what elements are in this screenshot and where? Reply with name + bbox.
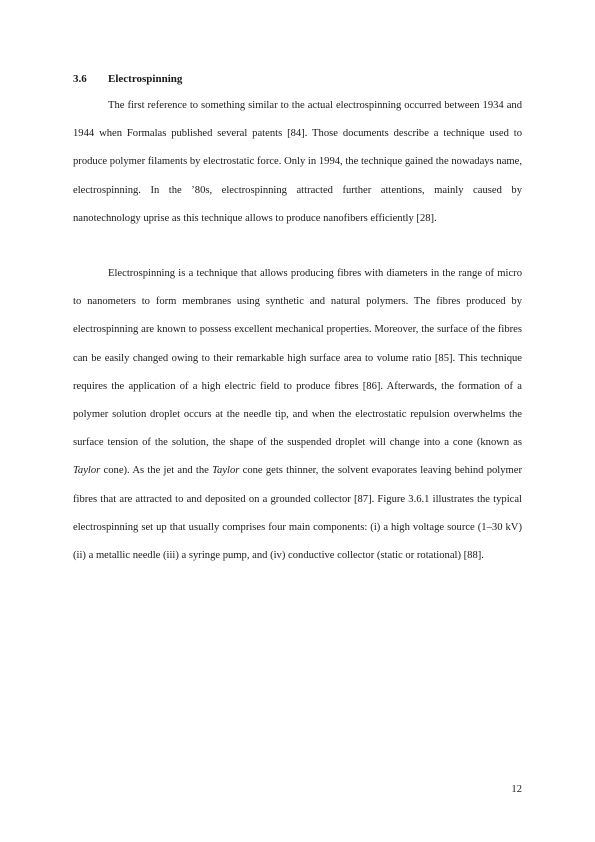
paragraph-technique [73,260,522,570]
paragraph-text: Electrospinning is a technique that allows producing fibres with diameters in the range of micro to nanometers to form membranes using synthetic and natural polymers. The fibres produced by electrospinning are known to possess excellent mechanical properties. Moreover, the surface of the fibres can be easily changed owing to their remarkable high surface area to volume ratio [85]. This technique requires the application of a high electric field to produce fibres [86]. Afterwards, the formation of a polymer solution droplet occurs at the needle tip, and when the electrostatic repulsion overwhelms the surface tension of the solution, the shape of the suspended droplet will change into a cone (known as [73,268,522,449]
paragraph-history [73,92,522,233]
document-page [73,0,522,842]
page-number: 12 [511,784,522,795]
section-heading [73,72,182,86]
italic-term: Taylor [212,465,240,477]
section-title: Electrospinning [108,73,183,85]
italic-term: Taylor [73,465,101,477]
paragraph-text: cone gets thinner, the solvent evaporates leaving behind polymer fibres that are attracted to and deposited on a grounded collector [87]. Figure 3.6.1 illustrates the typical electrospinning set up that usually comprises four main components: (i) a high voltage source (1–30 kV) (ii) a metallic needle (iii) a syringe pump, and (iv) conductive collector (static or rotational) [88]. [73,465,523,562]
section-number: 3.6 [73,73,87,85]
paragraph-text: The first reference to something similar to the actual electrospinning occurred between 1934 and 1944 when Formalas published several patents [84]. Those documents describe a technique used to produce polymer filaments by electrostatic force. Only in 1994, the technique gained the nowadays name, electrospinning. In the ’80s, electrospinning attracted further attentions, mainly caused by nanotechnology uprise as this technique allows to produce nanofibers efficiently [28]. [73,100,522,224]
paragraph-text: cone). As the jet and the [100,465,213,477]
